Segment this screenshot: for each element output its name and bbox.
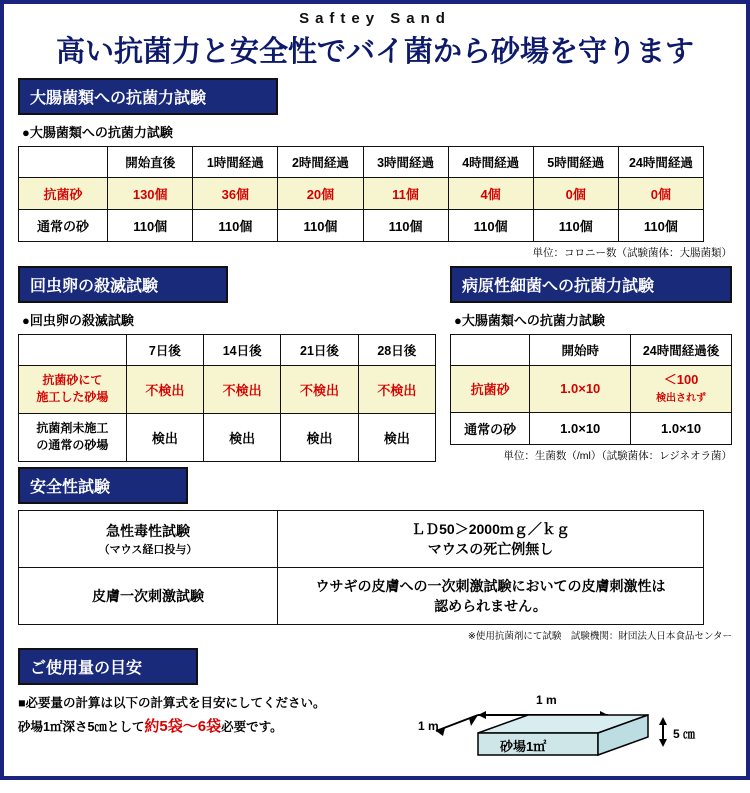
usage-line2-pre: 砂場1㎡深さ5㎝として bbox=[18, 720, 145, 735]
section-usage bbox=[4, 648, 746, 793]
section3-unit: 単位：生菌数（/ml）（試験菌体：レジネオラ菌） bbox=[503, 449, 732, 462]
table-cell: 110個 bbox=[363, 210, 448, 242]
table-cell: 1.0×10 bbox=[530, 366, 631, 413]
table-cell: 110個 bbox=[108, 210, 193, 242]
section4-note: ※使用抗菌剤にて試験 試験機関：財団法人日本食品センター bbox=[467, 630, 732, 642]
table-cell: 0個 bbox=[533, 178, 618, 210]
table-cell: 4個 bbox=[448, 178, 533, 210]
table-cell: 110個 bbox=[533, 210, 618, 242]
table-header-row bbox=[451, 335, 732, 366]
table-row bbox=[451, 366, 732, 413]
table-row bbox=[19, 210, 704, 242]
header-subtitle: Saftey Sand bbox=[299, 10, 451, 27]
table-cell: 不検出 bbox=[281, 366, 358, 414]
table-cell: 不検出 bbox=[203, 366, 280, 414]
column-header: 4時間経過 bbox=[448, 147, 533, 178]
usage-line2 bbox=[18, 714, 418, 740]
section3-bullet: ●大腸菌類への抗菌力試験 bbox=[454, 313, 605, 328]
section3-title: 病原性細菌への抗菌力試験 bbox=[450, 266, 732, 303]
table-row bbox=[19, 178, 704, 210]
section4-table bbox=[18, 510, 704, 625]
column-header bbox=[451, 335, 530, 366]
table-cell: 不検出 bbox=[126, 366, 203, 414]
table-cell: 1.0×10 bbox=[631, 412, 732, 444]
diagram-height-label: 5 ㎝ bbox=[673, 726, 696, 741]
diagram-left-label: 1 m bbox=[418, 718, 439, 733]
column-header: 3時間経過 bbox=[363, 147, 448, 178]
column-header: 14日後 bbox=[203, 335, 280, 366]
table-cell: 110個 bbox=[448, 210, 533, 242]
table-cell: ＜100 検出されず bbox=[631, 366, 732, 413]
section3-table bbox=[450, 334, 732, 445]
row-label: 通常の砂 bbox=[451, 412, 530, 444]
row-label: 皮膚一次刺激試験 bbox=[19, 567, 278, 624]
table-row bbox=[19, 413, 436, 461]
table-cell: 110個 bbox=[193, 210, 278, 242]
page-title: 高い抗菌力と安全性でバイ菌から砂場を守ります bbox=[55, 36, 694, 68]
section-middle-row bbox=[4, 266, 746, 463]
column-header: 1時間経過 bbox=[193, 147, 278, 178]
row-label: 抗菌砂にて 施工した砂場 bbox=[19, 366, 127, 414]
section1-table bbox=[18, 146, 704, 242]
row-label: 抗菌剤未施工 の通常の砂場 bbox=[19, 413, 127, 461]
row-label: 抗菌砂 bbox=[451, 366, 530, 413]
section1-title: 大腸菌類への抗菌力試験 bbox=[18, 78, 278, 115]
row-label: 急性毒性試験 （マウス経口投与） bbox=[19, 510, 278, 567]
table-cell: 11個 bbox=[363, 178, 448, 210]
usage-line1: ■必要量の計算は以下の計算式を目安にしてください。 bbox=[18, 695, 326, 710]
diagram-box-label: 砂場1㎡ bbox=[500, 738, 547, 754]
column-header: 開始直後 bbox=[108, 147, 193, 178]
section1-unit: 単位：コロニー数（試験菌体：大腸菌類） bbox=[532, 247, 732, 259]
table-cell: 不検出 bbox=[358, 366, 435, 414]
table-header-row bbox=[19, 147, 704, 178]
section2-table bbox=[18, 334, 436, 462]
usage-line2-post: 必要です。 bbox=[221, 720, 283, 735]
row-label: 通常の砂 bbox=[19, 210, 108, 242]
row-label: 抗菌砂 bbox=[19, 178, 108, 210]
column-header bbox=[19, 147, 108, 178]
table-header-row bbox=[19, 335, 436, 366]
table-cell: 1.0×10 bbox=[530, 412, 631, 444]
section2-bullet: ●回虫卵の殺滅試験 bbox=[22, 313, 134, 328]
column-header: 7日後 bbox=[126, 335, 203, 366]
column-header: 28日後 bbox=[358, 335, 435, 366]
table-cell: 検出 bbox=[203, 413, 280, 461]
table-cell: ＬＤ50＞2000ｍｇ／ｋｇ マウスの死亡例無し bbox=[278, 510, 704, 567]
column-header: 24時間経過後 bbox=[631, 335, 732, 366]
section5-title: ご使用量の目安 bbox=[18, 648, 198, 685]
table-cell: 検出 bbox=[358, 413, 435, 461]
table-row bbox=[19, 510, 704, 567]
table-row bbox=[19, 366, 436, 414]
section1-bullet: ●大腸菌類への抗菌力試験 bbox=[22, 125, 173, 140]
table-cell: 110個 bbox=[278, 210, 363, 242]
table-cell: 検出 bbox=[126, 413, 203, 461]
diagram-graphic bbox=[418, 693, 698, 793]
section-roundworm bbox=[18, 266, 436, 463]
table-cell: 検出 bbox=[281, 413, 358, 461]
table-cell: ウサギの皮膚への一次刺激試験においての皮膚刺激性は 認められません。 bbox=[278, 567, 704, 624]
table-row bbox=[19, 567, 704, 624]
column-header: 開始時 bbox=[530, 335, 631, 366]
column-header: 5時間経過 bbox=[533, 147, 618, 178]
usage-diagram bbox=[418, 693, 698, 793]
section-safety bbox=[4, 467, 746, 642]
column-header: 2時間経過 bbox=[278, 147, 363, 178]
section-pathogenic bbox=[450, 266, 732, 463]
usage-line2-emphasis: 約5袋～6袋 bbox=[144, 718, 222, 736]
column-header bbox=[19, 335, 127, 366]
table-cell: 130個 bbox=[108, 178, 193, 210]
column-header: 24時間経過 bbox=[618, 147, 703, 178]
diagram-top-label: 1 m bbox=[536, 692, 557, 707]
table-cell: 20個 bbox=[278, 178, 363, 210]
table-row bbox=[451, 412, 732, 444]
page-header bbox=[4, 4, 746, 70]
table-cell: 36個 bbox=[193, 178, 278, 210]
section4-title: 安全性試験 bbox=[18, 467, 188, 504]
section-antibacterial bbox=[4, 78, 746, 260]
section2-title: 回虫卵の殺滅試験 bbox=[18, 266, 228, 303]
table-cell: 110個 bbox=[618, 210, 703, 242]
column-header: 21日後 bbox=[281, 335, 358, 366]
table-cell: 0個 bbox=[618, 178, 703, 210]
